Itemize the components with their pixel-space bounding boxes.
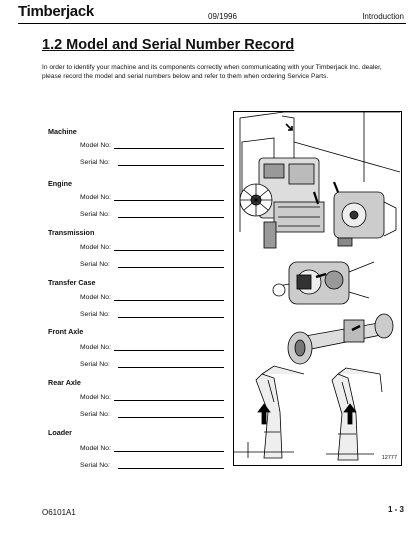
model-number-line[interactable] bbox=[114, 148, 224, 149]
model-number-field-loader[interactable] bbox=[80, 443, 224, 453]
model-label: Model No: bbox=[80, 244, 111, 251]
header-rule bbox=[18, 23, 406, 24]
serial-label: Serial No: bbox=[80, 361, 110, 368]
group-title-transmission: Transmission bbox=[48, 228, 95, 237]
group-title-engine: Engine bbox=[48, 179, 72, 188]
model-label: Model No: bbox=[80, 344, 111, 351]
model-number-line[interactable] bbox=[114, 451, 224, 452]
front-axle-drawing bbox=[288, 314, 393, 364]
illustration-drawing bbox=[234, 112, 401, 465]
page-title: 1.2 Model and Serial Number Record bbox=[42, 37, 295, 53]
serial-label: Serial No: bbox=[80, 159, 110, 166]
serial-number-line[interactable] bbox=[118, 367, 224, 368]
serial-number-line[interactable] bbox=[118, 217, 224, 218]
serial-number-line[interactable] bbox=[118, 267, 224, 268]
serial-label: Serial No: bbox=[80, 261, 110, 268]
document-code: O6101A1 bbox=[42, 508, 76, 517]
serial-label: Serial No: bbox=[80, 311, 110, 318]
transfer-case-drawing bbox=[273, 262, 374, 304]
loader-arm-left-drawing bbox=[234, 366, 304, 458]
engine-drawing bbox=[240, 158, 324, 248]
group-title-loader: Loader bbox=[48, 428, 72, 437]
serial-label: Serial No: bbox=[80, 211, 110, 218]
model-number-field-front-axle[interactable] bbox=[80, 342, 224, 352]
model-number-field-rear-axle[interactable] bbox=[80, 392, 224, 402]
model-number-line[interactable] bbox=[114, 250, 224, 251]
group-title-transfer-case: Transfer Case bbox=[48, 278, 96, 287]
model-number-field-transmission[interactable] bbox=[80, 242, 224, 252]
header-section: Introduction bbox=[362, 12, 404, 21]
brand-logo: Timberjack bbox=[18, 3, 94, 20]
page-number: 1 - 3 bbox=[387, 505, 404, 514]
figure-number: 12777 bbox=[381, 455, 397, 461]
serial-number-line[interactable] bbox=[118, 468, 224, 469]
transmission-drawing bbox=[334, 192, 396, 246]
serial-number-field-engine[interactable] bbox=[80, 209, 224, 219]
model-number-field-engine[interactable] bbox=[80, 192, 224, 202]
model-number-line[interactable] bbox=[114, 400, 224, 401]
header-date: 09/1996 bbox=[208, 12, 237, 21]
component-location-illustration bbox=[233, 111, 402, 466]
serial-number-field-transfer-case[interactable] bbox=[80, 309, 224, 319]
model-number-line[interactable] bbox=[114, 350, 224, 351]
model-label: Model No: bbox=[80, 394, 111, 401]
model-label: Model No: bbox=[80, 445, 111, 452]
model-number-line[interactable] bbox=[114, 200, 224, 201]
serial-number-line[interactable] bbox=[118, 165, 224, 166]
serial-number-line[interactable] bbox=[118, 417, 224, 418]
model-label: Model No: bbox=[80, 194, 111, 201]
serial-number-field-front-axle[interactable] bbox=[80, 359, 224, 369]
serial-number-field-loader[interactable] bbox=[80, 460, 224, 470]
model-number-line[interactable] bbox=[114, 300, 224, 301]
model-number-field-transfer-case[interactable] bbox=[80, 292, 224, 302]
group-title-front-axle: Front Axle bbox=[48, 327, 84, 336]
serial-number-field-transmission[interactable] bbox=[80, 259, 224, 269]
model-label: Model No: bbox=[80, 294, 111, 301]
group-title-machine: Machine bbox=[48, 127, 77, 136]
serial-label: Serial No: bbox=[80, 411, 110, 418]
serial-number-field-rear-axle[interactable] bbox=[80, 409, 224, 419]
serial-number-line[interactable] bbox=[118, 317, 224, 318]
intro-paragraph: In order to identify your machine and its components correctly when communicating with your Timberjack Inc. dealer, please record the model and serial numbers below and refer to them when ordering Service Parts. bbox=[42, 64, 382, 80]
model-number-field-machine[interactable] bbox=[80, 140, 224, 150]
serial-number-field-machine[interactable] bbox=[80, 157, 224, 167]
serial-label: Serial No: bbox=[80, 462, 110, 469]
group-title-rear-axle: Rear Axle bbox=[48, 378, 81, 387]
model-label: Model No: bbox=[80, 142, 111, 149]
loader-arm-right-drawing bbox=[326, 368, 382, 460]
